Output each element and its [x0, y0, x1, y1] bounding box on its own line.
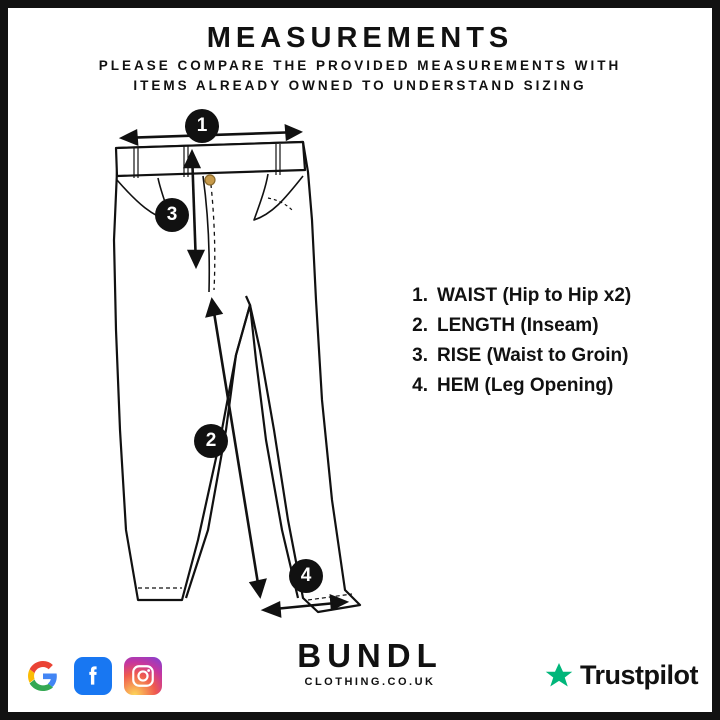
legend-note: (Inseam) — [520, 315, 599, 336]
legend-label: LENGTH — [437, 315, 516, 336]
legend-item-hem — [398, 375, 698, 397]
brand-name: BUNDL — [297, 637, 443, 674]
facebook-glyph — [80, 663, 106, 689]
legend-label: RISE — [437, 345, 482, 366]
marker-badge-3: 3 — [155, 198, 189, 232]
legend-number: 3. — [412, 345, 428, 366]
legend-note: (Hip to Hip x2) — [502, 285, 632, 306]
subtitle-line-2: ITEMS ALREADY OWNED TO UNDERSTAND SIZING — [133, 78, 587, 93]
legend-number: 1. — [412, 285, 428, 306]
legend-item-length — [398, 315, 698, 337]
instagram-icon[interactable] — [124, 657, 162, 695]
google-glyph — [28, 661, 58, 691]
social-links — [24, 657, 162, 695]
marker-badge-2: 2 — [194, 424, 228, 458]
legend-label: WAIST — [437, 285, 498, 306]
measurement-legend — [398, 285, 698, 405]
subtitle-line-1: PLEASE COMPARE THE PROVIDED MEASUREMENTS WITH — [98, 58, 622, 73]
legend-label: HEM — [437, 375, 480, 396]
legend-note: (Waist to Groin) — [486, 345, 629, 366]
marker-badge-4: 4 — [289, 559, 323, 593]
trustpilot-label: Trustpilot — [580, 660, 698, 690]
brand-logo — [260, 638, 480, 688]
star-icon — [544, 661, 574, 691]
jeans-diagram — [60, 100, 400, 630]
legend-number: 2. — [412, 315, 428, 336]
legend-number: 4. — [412, 375, 428, 396]
page-title: MEASUREMENTS — [206, 22, 514, 54]
page-subtitle — [60, 56, 660, 96]
google-icon[interactable] — [24, 657, 62, 695]
legend-item-waist — [398, 285, 698, 307]
facebook-icon[interactable] — [74, 657, 112, 695]
legend-note: (Leg Opening) — [484, 375, 614, 396]
jeans-illustration — [60, 100, 400, 630]
trustpilot-logo[interactable] — [544, 660, 698, 691]
instagram-glyph — [130, 663, 156, 689]
brand-domain: CLOTHING.CO.UK — [304, 676, 436, 688]
marker-badge-1: 1 — [185, 109, 219, 143]
legend-item-rise — [398, 345, 698, 367]
